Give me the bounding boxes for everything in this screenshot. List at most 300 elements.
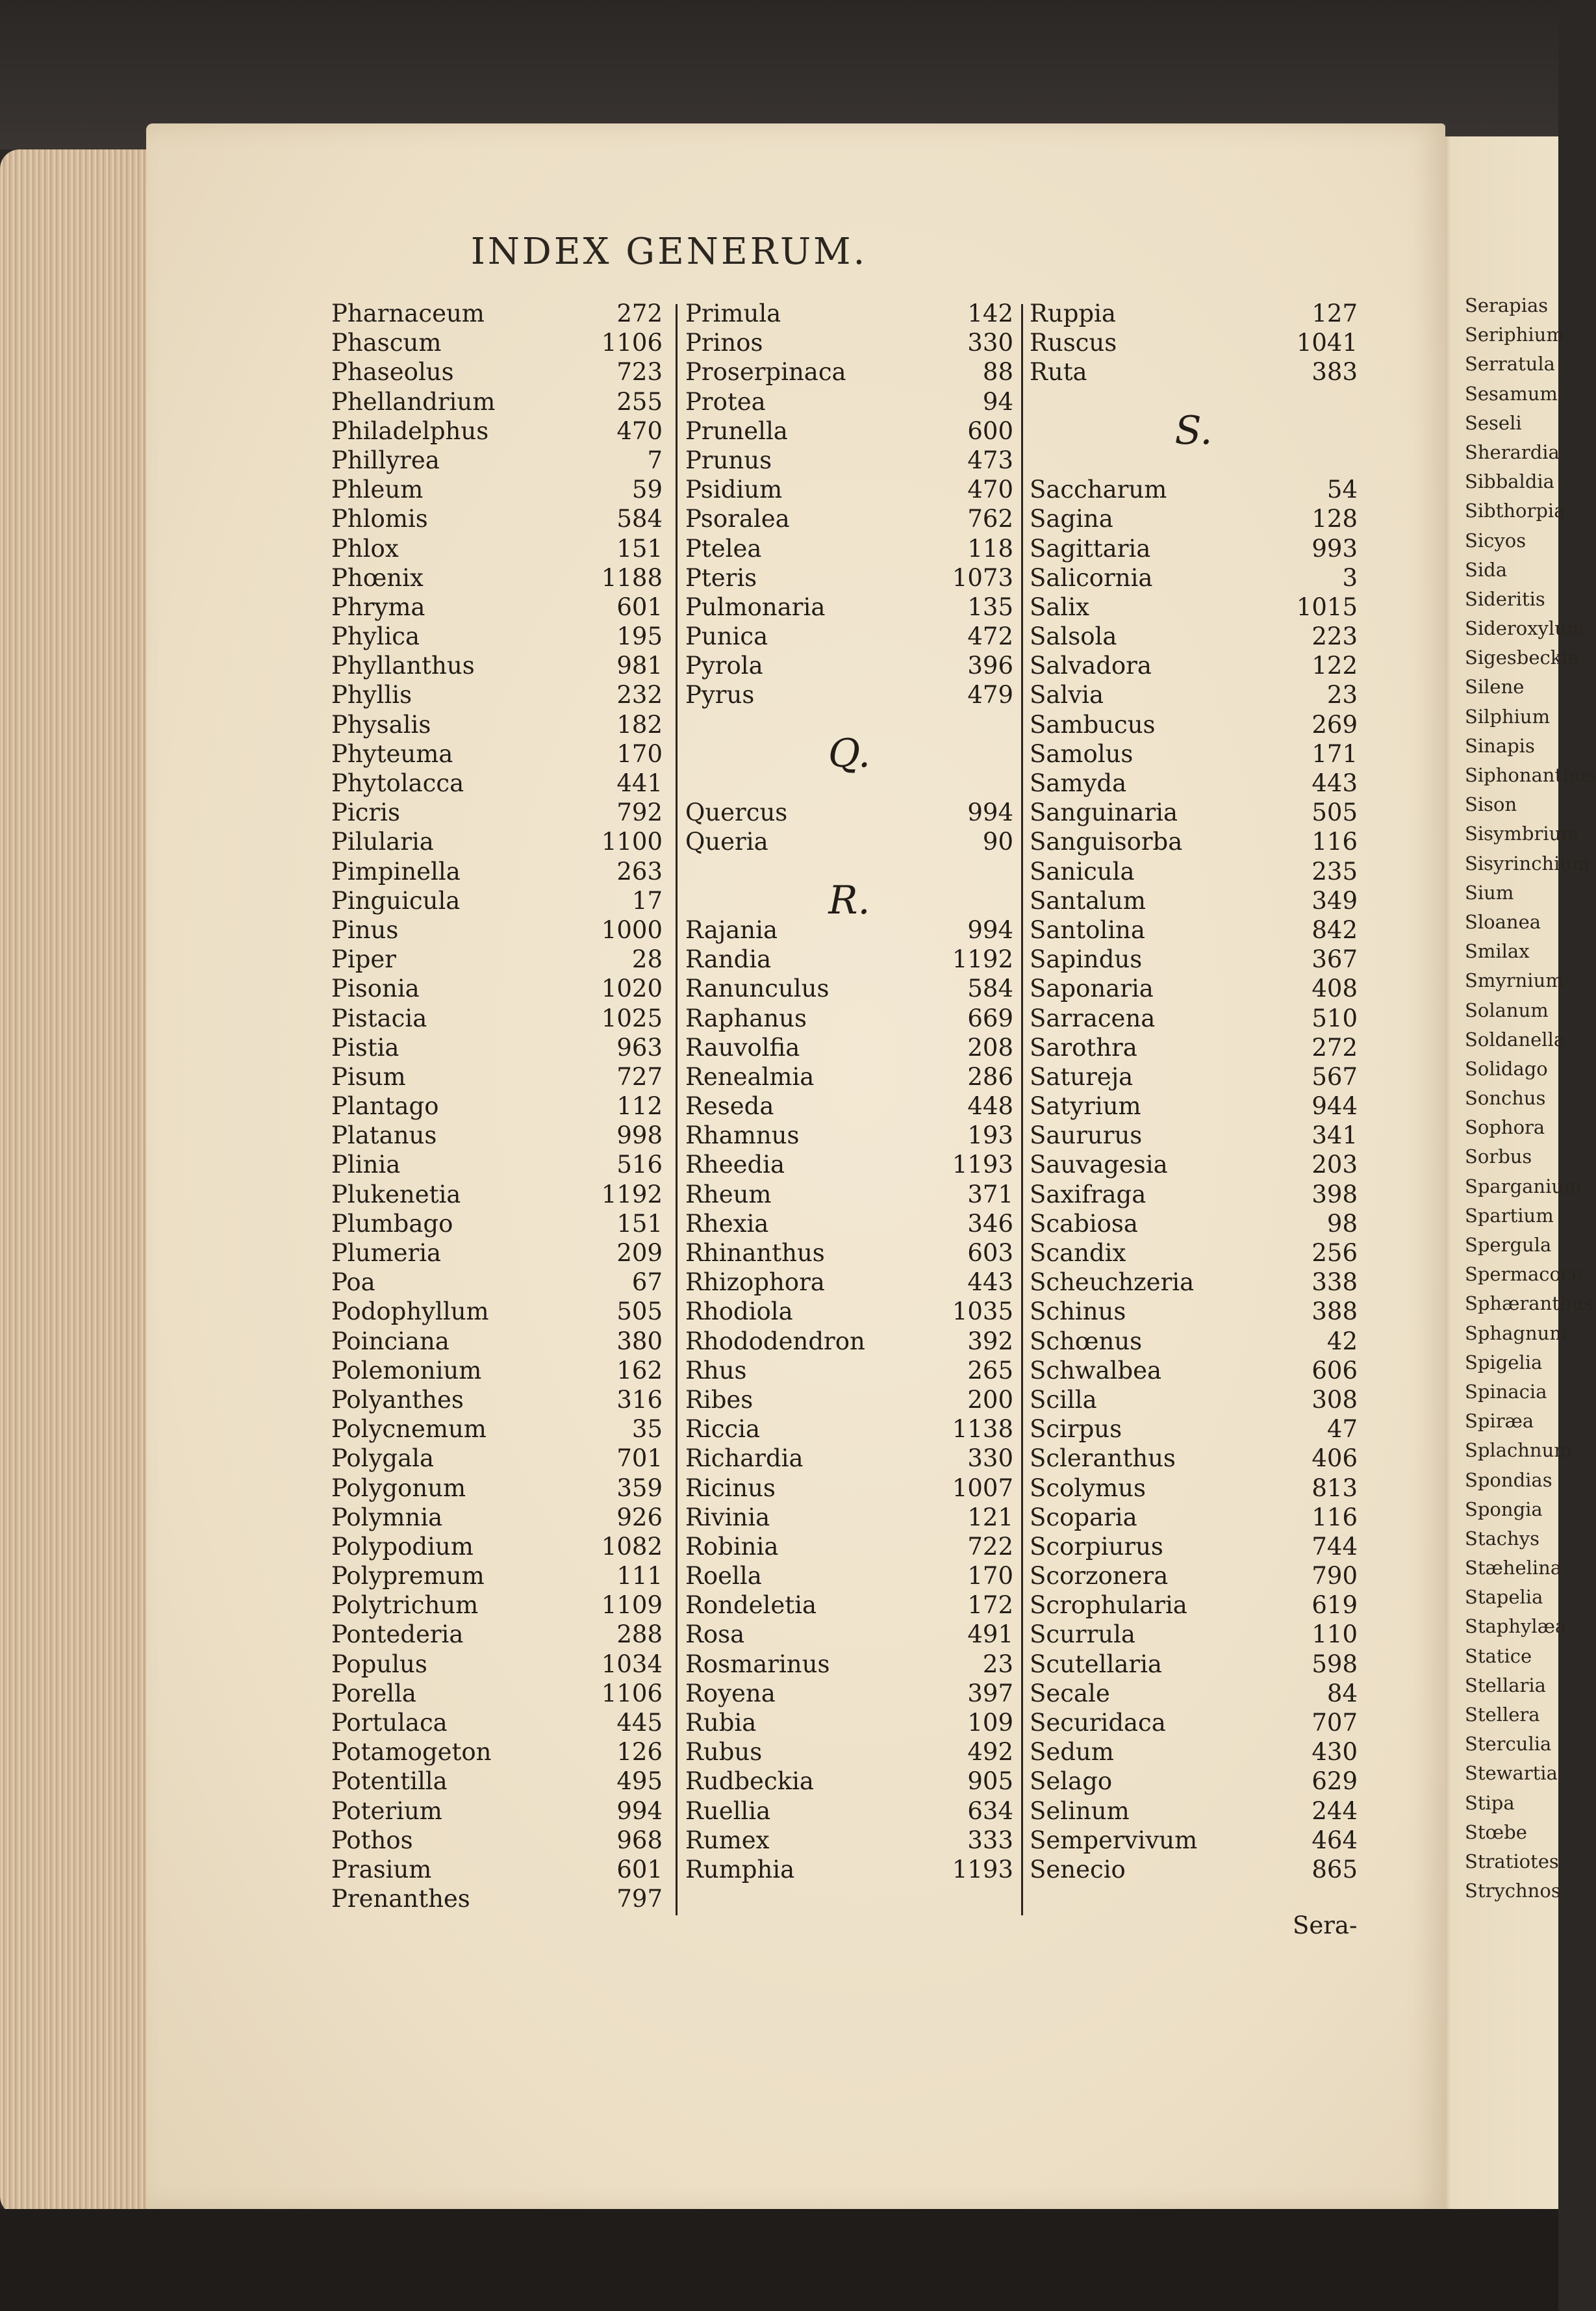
index-entry xyxy=(331,1474,663,1503)
page-number: 567 xyxy=(1311,1062,1358,1091)
genus-name: Secale xyxy=(1030,1679,1110,1707)
column-rule xyxy=(676,304,678,1915)
page-number: 162 xyxy=(616,1356,663,1385)
index-entry xyxy=(1030,680,1358,709)
genus-name: Selinum xyxy=(1030,1796,1130,1825)
index-entry xyxy=(1030,1532,1358,1561)
genus-name: Picris xyxy=(331,798,400,827)
genus-name: Psidium xyxy=(685,476,783,504)
genus-name: Plumbago xyxy=(331,1209,453,1238)
genus-name: Satureja xyxy=(1030,1062,1134,1091)
index-entry xyxy=(1030,1590,1358,1620)
genus-name: Piper xyxy=(331,945,396,974)
genus-name: Rhinanthus xyxy=(685,1239,825,1267)
genus-name: Potentilla xyxy=(331,1767,448,1796)
page-number: 1007 xyxy=(952,1474,1013,1502)
genus-name: Scoparia xyxy=(1030,1503,1137,1531)
page-number: 67 xyxy=(631,1268,663,1297)
index-column-3 xyxy=(1030,299,1358,1884)
page-number: 338 xyxy=(1311,1268,1358,1297)
page-number: 371 xyxy=(967,1180,1013,1208)
index-entry xyxy=(331,1737,663,1767)
next-page-entry: Silene xyxy=(1465,676,1525,698)
index-entry xyxy=(685,563,1013,593)
genus-name: Sedum xyxy=(1030,1738,1114,1767)
page-number: 128 xyxy=(1311,505,1358,533)
index-entry xyxy=(685,416,1013,446)
index-entry xyxy=(1030,1238,1358,1268)
genus-name: Portulaca xyxy=(331,1709,448,1737)
index-entry xyxy=(331,1062,663,1092)
next-page-entry: Stellaria xyxy=(1465,1674,1546,1696)
next-page-entry: Staphylæa xyxy=(1465,1615,1567,1638)
genus-name: Polygonum xyxy=(331,1474,466,1502)
page-title: INDEX GENERUM. xyxy=(470,231,868,273)
page-number: 505 xyxy=(616,1297,663,1326)
index-entry xyxy=(685,1209,1013,1238)
genus-name: Richardia xyxy=(685,1444,804,1473)
index-entry xyxy=(685,1238,1013,1268)
genus-name: Salix xyxy=(1030,593,1089,621)
page-number: 1193 xyxy=(952,1855,1013,1883)
index-entry xyxy=(331,1444,663,1473)
page-number: 333 xyxy=(967,1826,1013,1854)
genus-name: Rhizophora xyxy=(685,1268,825,1297)
genus-name: Phytolacca xyxy=(331,769,464,797)
index-entry xyxy=(331,1855,663,1884)
index-entry xyxy=(331,1590,663,1620)
page-number: 341 xyxy=(1311,1121,1358,1150)
index-entry xyxy=(331,446,663,475)
genus-name: Phyllanthus xyxy=(331,652,475,680)
index-entry xyxy=(1030,1796,1358,1826)
index-entry xyxy=(1030,798,1358,827)
page-number: 223 xyxy=(1311,622,1358,651)
next-page-entry: Sibbaldia xyxy=(1465,470,1554,493)
index-entry xyxy=(331,328,663,357)
page-number: 330 xyxy=(967,329,1013,357)
index-entry xyxy=(685,1590,1013,1620)
index-entry xyxy=(331,1826,663,1855)
page-number: 383 xyxy=(1311,358,1358,387)
page-number: 722 xyxy=(967,1532,1013,1561)
index-entry xyxy=(1030,1121,1358,1150)
genus-name: Ruppia xyxy=(1030,300,1116,327)
genus-name: Santolina xyxy=(1030,915,1145,944)
index-entry xyxy=(685,1033,1013,1062)
page-number: 330 xyxy=(967,1444,1013,1473)
next-page-entry: Serratula xyxy=(1465,353,1555,376)
genus-name: Pyrola xyxy=(685,652,763,680)
genus-name: Reseda xyxy=(685,1092,774,1121)
genus-name: Polygala xyxy=(331,1444,435,1473)
index-entry xyxy=(1030,1414,1358,1444)
genus-name: Raphanus xyxy=(685,1004,807,1032)
next-page-entry: Sterculia xyxy=(1465,1733,1552,1756)
index-entry xyxy=(685,357,1013,387)
index-entry xyxy=(685,1385,1013,1414)
next-page-entry: Sicyos xyxy=(1465,529,1526,552)
page-number: 762 xyxy=(967,505,1013,533)
page-number: 1082 xyxy=(601,1532,663,1561)
index-entry xyxy=(331,299,663,328)
index-entry xyxy=(1030,827,1358,856)
page-number: 3 xyxy=(1342,563,1358,592)
section-letter: S. xyxy=(1174,407,1213,453)
genus-name: Phleum xyxy=(331,476,424,504)
index-entry xyxy=(685,299,1013,328)
genus-name: Rosmarinus xyxy=(685,1650,830,1678)
index-entry xyxy=(1030,534,1358,563)
index-entry xyxy=(685,680,1013,709)
index-entry xyxy=(331,593,663,622)
index-entry xyxy=(331,1414,663,1444)
genus-name: Rhododendron xyxy=(685,1327,865,1355)
next-page-entry: Stewartia xyxy=(1465,1762,1558,1785)
page-number: 1073 xyxy=(952,563,1013,592)
genus-name: Rumex xyxy=(685,1826,770,1854)
page-number: 170 xyxy=(616,739,663,768)
genus-name: Scandix xyxy=(1030,1239,1126,1267)
next-page-entry: Smyrnium xyxy=(1465,969,1564,992)
page-number: 865 xyxy=(1311,1855,1358,1883)
index-entry xyxy=(1030,1180,1358,1209)
page-number: 388 xyxy=(1311,1297,1358,1326)
page-number: 1193 xyxy=(952,1151,1013,1179)
page-number: 470 xyxy=(616,416,663,445)
index-entry xyxy=(685,504,1013,533)
index-entry xyxy=(331,622,663,651)
index-entry xyxy=(331,1503,663,1532)
page-number: 200 xyxy=(967,1385,1013,1414)
page-number: 406 xyxy=(1311,1444,1358,1473)
page-number: 495 xyxy=(616,1767,663,1796)
genus-name: Rhodiola xyxy=(685,1297,793,1326)
next-page-entry: Splachnum xyxy=(1465,1439,1572,1462)
genus-name: Pteris xyxy=(685,563,757,592)
genus-name: Randia xyxy=(685,945,772,974)
genus-name: Sanicula xyxy=(1030,857,1135,886)
page-number: 182 xyxy=(616,710,663,739)
genus-name: Sauvagesia xyxy=(1030,1151,1168,1179)
page-number: 443 xyxy=(967,1268,1013,1297)
page-number: 316 xyxy=(616,1385,663,1414)
next-page-entry: Spiræa xyxy=(1465,1410,1534,1433)
next-page-entry: Spinacia xyxy=(1465,1380,1547,1403)
page-number: 349 xyxy=(1311,886,1358,915)
next-page-entry: Sonchus xyxy=(1465,1087,1546,1110)
index-entry xyxy=(685,1767,1013,1796)
index-entry xyxy=(331,1268,663,1297)
page-number: 445 xyxy=(616,1709,663,1737)
page-number: 195 xyxy=(616,622,663,651)
page-number: 272 xyxy=(616,300,663,327)
genus-name: Queria xyxy=(685,828,768,856)
genus-name: Roella xyxy=(685,1562,762,1590)
index-entry xyxy=(1030,299,1358,328)
book-page-edges xyxy=(0,149,156,2215)
genus-name: Scorzonera xyxy=(1030,1562,1169,1590)
page-number: 629 xyxy=(1311,1767,1358,1796)
page-number: 998 xyxy=(616,1121,663,1150)
genus-name: Ptelea xyxy=(685,534,762,563)
index-entry xyxy=(1030,1474,1358,1503)
genus-name: Polymnia xyxy=(331,1503,443,1531)
background-bottom xyxy=(0,2209,1558,2311)
genus-name: Scutellaria xyxy=(1030,1650,1162,1678)
section-letter: R. xyxy=(828,877,870,923)
genus-name: Scrophularia xyxy=(1030,1591,1187,1620)
genus-name: Sempervivum xyxy=(1030,1826,1198,1854)
index-entry xyxy=(1030,504,1358,533)
genus-name: Polytrichum xyxy=(331,1591,479,1620)
genus-name: Pinus xyxy=(331,915,399,944)
genus-name: Phillyrea xyxy=(331,446,440,474)
index-entry xyxy=(685,1150,1013,1179)
index-entry xyxy=(331,1650,663,1679)
index-entry xyxy=(331,1708,663,1737)
genus-name: Pilularia xyxy=(331,828,434,856)
next-page-entry: Seseli xyxy=(1465,411,1522,434)
index-entry xyxy=(1030,974,1358,1003)
page-number: 603 xyxy=(967,1239,1013,1267)
genus-name: Plukenetia xyxy=(331,1180,461,1208)
index-entry xyxy=(1030,328,1358,357)
index-entry xyxy=(331,1884,663,1913)
genus-name: Salsola xyxy=(1030,622,1117,651)
index-entry xyxy=(331,886,663,915)
next-page-entry: Sida xyxy=(1465,558,1507,581)
next-page-entry: Sinapis xyxy=(1465,734,1535,757)
index-entry xyxy=(685,387,1013,416)
next-page-entry: Solanum xyxy=(1465,999,1549,1021)
page-number: 1138 xyxy=(952,1415,1013,1444)
genus-name: Rheedia xyxy=(685,1151,785,1179)
genus-name: Samyda xyxy=(1030,769,1127,797)
genus-name: Phascum xyxy=(331,329,442,357)
genus-name: Sagittaria xyxy=(1030,534,1151,563)
index-entry xyxy=(1030,710,1358,739)
page-number: 28 xyxy=(631,945,663,974)
genus-name: Ribes xyxy=(685,1385,754,1414)
page-number: 7 xyxy=(647,446,663,474)
genus-name: Sarothra xyxy=(1030,1033,1137,1062)
next-page-entry: Spondias xyxy=(1465,1468,1552,1491)
genus-name: Phyllis xyxy=(331,681,412,709)
page-number: 396 xyxy=(967,652,1013,680)
genus-name: Scirpus xyxy=(1030,1415,1122,1444)
genus-name: Prenanthes xyxy=(331,1885,470,1913)
page-number: 135 xyxy=(967,593,1013,621)
index-entry xyxy=(685,1268,1013,1297)
index-entry xyxy=(331,945,663,974)
genus-name: Scleranthus xyxy=(1030,1444,1176,1473)
page-number: 408 xyxy=(1311,975,1358,1003)
next-page-entry: Stœbe xyxy=(1465,1820,1527,1843)
page-number: 813 xyxy=(1311,1474,1358,1502)
genus-name: Phlomis xyxy=(331,505,428,533)
genus-name: Podophyllum xyxy=(331,1297,489,1326)
index-entry xyxy=(685,1327,1013,1356)
index-entry xyxy=(685,1503,1013,1532)
index-entry xyxy=(685,1561,1013,1590)
index-entry xyxy=(685,1474,1013,1503)
genus-name: Rivinia xyxy=(685,1503,770,1531)
index-entry xyxy=(685,974,1013,1003)
index-entry xyxy=(685,622,1013,651)
page-number: 479 xyxy=(967,681,1013,709)
genus-name: Pulmonaria xyxy=(685,593,826,621)
index-entry xyxy=(331,1767,663,1796)
next-page-entry: Sphagnum xyxy=(1465,1321,1567,1344)
genus-name: Scorpiurus xyxy=(1030,1532,1163,1561)
index-entry xyxy=(1030,915,1358,945)
next-page-entry: Spergula xyxy=(1465,1234,1552,1256)
page-number: 516 xyxy=(616,1151,663,1179)
next-page-entry: Spermacoce xyxy=(1465,1263,1583,1286)
page-number: 619 xyxy=(1311,1591,1358,1620)
page-number: 208 xyxy=(967,1033,1013,1062)
genus-name: Robinia xyxy=(685,1532,779,1561)
index-entry xyxy=(685,1444,1013,1473)
genus-name: Polemonium xyxy=(331,1356,482,1385)
index-entry xyxy=(331,1004,663,1033)
page-number: 367 xyxy=(1311,945,1358,974)
genus-name: Scabiosa xyxy=(1030,1209,1138,1238)
index-entry xyxy=(685,1356,1013,1385)
next-page-entry: Stæhelina xyxy=(1465,1557,1562,1579)
page-number: 598 xyxy=(1311,1650,1358,1678)
index-entry xyxy=(1030,1737,1358,1767)
index-entry xyxy=(331,1356,663,1385)
genus-name: Scurrula xyxy=(1030,1620,1135,1649)
next-page-entry: Silphium xyxy=(1465,705,1551,728)
page-number: 59 xyxy=(631,476,663,504)
genus-name: Pimpinella xyxy=(331,857,461,886)
page-number: 112 xyxy=(616,1092,663,1121)
index-entry xyxy=(331,915,663,945)
genus-name: Satyrium xyxy=(1030,1092,1141,1121)
genus-name: Pistia xyxy=(331,1033,399,1062)
index-entry xyxy=(1030,475,1358,504)
genus-name: Riccia xyxy=(685,1415,761,1444)
page-number: 792 xyxy=(616,798,663,827)
page-number: 121 xyxy=(967,1503,1013,1531)
genus-name: Potamogeton xyxy=(331,1738,492,1767)
page-number: 346 xyxy=(967,1209,1013,1238)
genus-name: Sanguinaria xyxy=(1030,798,1178,827)
index-entry xyxy=(331,416,663,446)
index-entry xyxy=(331,1209,663,1238)
genus-name: Rumphia xyxy=(685,1855,795,1883)
genus-name: Pharnaceum xyxy=(331,300,485,327)
genus-name: Rhamnus xyxy=(685,1121,800,1150)
index-entry xyxy=(1030,1150,1358,1179)
page-number: 127 xyxy=(1311,300,1358,327)
index-entry xyxy=(331,1561,663,1590)
index-entry xyxy=(331,1092,663,1121)
index-entry xyxy=(331,357,663,387)
index-entry xyxy=(331,1121,663,1150)
index-entry xyxy=(331,563,663,593)
page-number: 669 xyxy=(967,1004,1013,1032)
index-entry xyxy=(685,1708,1013,1737)
next-page-entry: Seriphium xyxy=(1465,324,1564,346)
index-entry xyxy=(1030,446,1358,475)
index-entry xyxy=(1030,1297,1358,1326)
page-number: 109 xyxy=(967,1709,1013,1737)
genus-name: Psoralea xyxy=(685,505,790,533)
page-number: 392 xyxy=(967,1327,1013,1355)
genus-name: Poa xyxy=(331,1268,375,1297)
index-entry xyxy=(1030,1004,1358,1033)
index-entry xyxy=(1030,1444,1358,1473)
next-page-entry: Sloanea xyxy=(1465,910,1541,933)
index-entry xyxy=(1030,1826,1358,1855)
next-page-entry: Sibthorpia xyxy=(1465,500,1565,522)
index-entry xyxy=(685,1180,1013,1209)
genus-name: Primula xyxy=(685,300,781,327)
section-letter: Q. xyxy=(828,730,871,776)
genus-name: Samolus xyxy=(1030,739,1134,768)
page-number: 308 xyxy=(1311,1385,1358,1414)
index-column-1 xyxy=(331,299,663,1913)
genus-name: Scheuchzeria xyxy=(1030,1268,1195,1297)
index-entry xyxy=(1030,1679,1358,1708)
genus-name: Schœnus xyxy=(1030,1327,1143,1355)
genus-name: Salicornia xyxy=(1030,563,1153,592)
page-number: 235 xyxy=(1311,857,1358,886)
index-entry xyxy=(1030,357,1358,387)
genus-name: Pontederia xyxy=(331,1620,464,1649)
index-entry xyxy=(685,1532,1013,1561)
page-number: 981 xyxy=(616,652,663,680)
page-number: 505 xyxy=(1311,798,1358,827)
index-entry xyxy=(1030,1327,1358,1356)
index-entry xyxy=(1030,857,1358,886)
index-entry xyxy=(685,651,1013,680)
page-number: 286 xyxy=(967,1062,1013,1091)
genus-name: Rubia xyxy=(685,1709,757,1737)
index-entry xyxy=(331,739,663,769)
page-number: 584 xyxy=(967,975,1013,1003)
page-number: 288 xyxy=(616,1620,663,1649)
page-number: 17 xyxy=(631,886,663,915)
index-entry xyxy=(685,534,1013,563)
genus-name: Prunus xyxy=(685,446,772,474)
genus-name: Poterium xyxy=(331,1796,442,1825)
page-number: 492 xyxy=(967,1738,1013,1767)
index-entry xyxy=(1030,1268,1358,1297)
index-entry xyxy=(685,1121,1013,1150)
index-entry xyxy=(1030,769,1358,798)
page-number: 265 xyxy=(967,1356,1013,1385)
genus-name: Plumeria xyxy=(331,1239,442,1267)
page-number: 23 xyxy=(1326,681,1358,709)
next-page-entry: Stellera xyxy=(1465,1704,1540,1726)
genus-name: Prunella xyxy=(685,416,788,445)
genus-name: Saponaria xyxy=(1030,975,1154,1003)
genus-name: Santalum xyxy=(1030,886,1146,915)
genus-name: Phlox xyxy=(331,534,399,563)
page-number: 1035 xyxy=(952,1297,1013,1326)
genus-name: Punica xyxy=(685,622,768,651)
catchword: Sera- xyxy=(1293,1911,1358,1939)
genus-name: Pyrus xyxy=(685,681,755,709)
page-number: 727 xyxy=(616,1062,663,1091)
page-number: 994 xyxy=(967,798,1013,827)
page-number: 398 xyxy=(1311,1180,1358,1208)
